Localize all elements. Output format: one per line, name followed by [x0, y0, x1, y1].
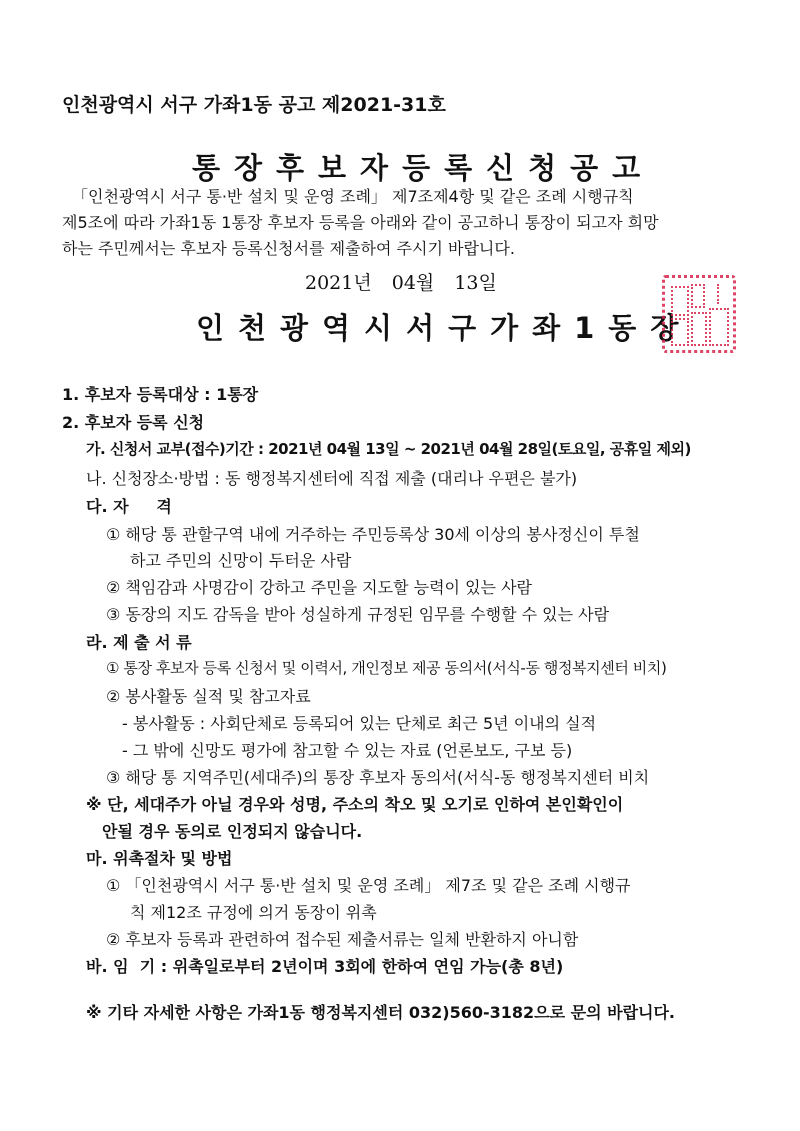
place-na: 나. 신청장소·방법 : 동 행정복지센터에 직접 제출 (대리나 우편은 불가) — [86, 469, 578, 488]
intro-line: 「인천광역시 서구 통·반 설치 및 운영 조례」 제7조제4항 및 같은 조례 시행규칙 — [72, 187, 634, 206]
appointment-item-cont: 칙 제12조 규정에 의거 동장이 위촉 — [130, 903, 377, 922]
intro-line: 제5조에 따라 가좌1동 1통장 후보자 등록을 아래와 같이 공고하니 통장이 되고자 희망 — [62, 213, 659, 232]
official-seal-icon — [662, 275, 736, 353]
document-title: 통장후보자등록신청공고 — [192, 151, 655, 185]
note-line: ※ 단, 세대주가 아닐 경우와 성명, 주소의 착오 및 오기로 인하여 본인확인이 — [86, 795, 624, 814]
term-ba: 바. 임 기 : 위촉일로부터 2년이며 3회에 한하여 연임 가능(총 8년) — [86, 957, 564, 976]
period-ga: 가. 신청서 교부(접수)기간 : 2021년 04월 13일 ~ 2021년 04월 28일(토요일, 공휴일 제외) — [86, 440, 691, 458]
intro-line: 하는 주민께서는 후보자 등록신청서를 제출하여 주시기 바랍니다. — [62, 239, 515, 258]
contact-footer: ※ 기타 자세한 사항은 가좌1동 행정복지센터 032)560-3182으로 문의 바랍니다. — [86, 1003, 676, 1022]
documents-item: ② 봉사활동 실적 및 참고자료 — [106, 687, 311, 706]
notice-number: 인천광역시 서구 가좌1동 공고 제2021-31호 — [62, 94, 446, 116]
issuer-name: 인천광역시서구가좌1동장 — [196, 311, 693, 345]
qualification-heading: 다. 자 격 — [86, 497, 172, 516]
documents-subitem: - 봉사활동 : 사회단체로 등록되어 있는 단체로 최근 5년 이내의 실적 — [122, 714, 597, 733]
appointment-item: ① 「인천광역시 서구 통·반 설치 및 운영 조례」 제7조 및 같은 조례 시행규 — [106, 876, 631, 895]
appointment-heading: 마. 위촉절차 및 방법 — [86, 849, 233, 868]
notice-date: 2021년 04월 13일 — [305, 272, 497, 294]
documents-item: ③ 해당 통 지역주민(세대주)의 통장 후보자 동의서(서식-동 행정복지센터 비치 — [106, 768, 650, 787]
intro-paragraph — [62, 184, 762, 262]
section-2-heading: 2. 후보자 등록 신청 — [62, 413, 205, 432]
qualification-item: ② 책임감과 사명감이 강하고 주민을 지도할 능력이 있는 사람 — [106, 578, 532, 597]
documents-heading: 라. 제 출 서 류 — [86, 633, 192, 652]
section-1-target: 1. 후보자 등록대상 : 1통장 — [62, 385, 259, 404]
qualification-item-cont: 하고 주민의 신망이 두터운 사람 — [130, 551, 352, 570]
qualification-item: ③ 동장의 지도 감독을 받아 성실하게 규정된 임무를 수행할 수 있는 사람 — [106, 605, 610, 624]
appointment-item: ② 후보자 등록과 관련하여 접수된 제출서류는 일체 반환하지 아니함 — [106, 930, 579, 949]
documents-subitem: - 그 밖에 신망도 평가에 참고할 수 있는 자료 (언론보도, 구보 등) — [122, 741, 573, 760]
qualification-item: ① 해당 통 관할구역 내에 거주하는 주민등록상 30세 이상의 봉사정신이 투철 — [106, 525, 640, 544]
note-line-cont: 안될 경우 동의로 인정되지 않습니다. — [102, 822, 363, 841]
documents-item: ① 통장 후보자 등록 신청서 및 이력서, 개인정보 제공 동의서(서식-동 행정복지센터 비치) — [106, 659, 667, 677]
